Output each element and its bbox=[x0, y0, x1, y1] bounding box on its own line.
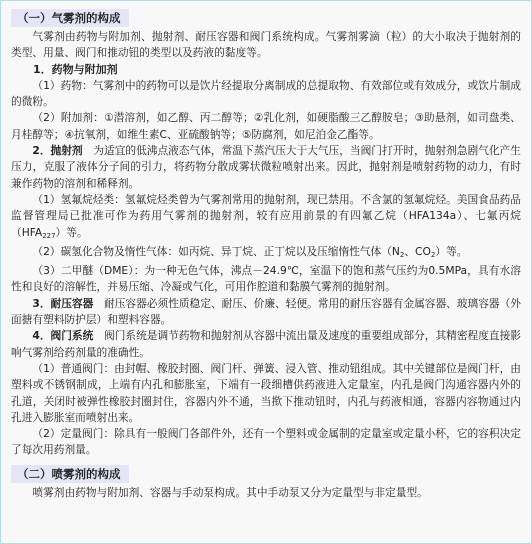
hfa-text-2: ）等。 bbox=[55, 225, 88, 239]
section-heading-spray: （二）喷雾剂的构成 bbox=[11, 465, 129, 483]
hfa-text-1: （1）氢氟烷烃类：氢氟烷烃类曾为气雾剂常用的抛射剂，现已禁用。不含氯的氢氟烷烃。美国食品药品监督管理局已批准可作为药用气雾剂的抛射剂，较有应用前景的有四氟乙烷（HFA134a）、七氟丙烷（HFA bbox=[11, 192, 521, 239]
paragraph-pressure-container bbox=[11, 296, 521, 329]
paragraph-hydrofluoroalkanes bbox=[11, 192, 521, 244]
paragraph-aerosol-composition: 气雾剂由药物与附加剂、抛射剂、耐压容器和阀门系统构成。气雾剂雾滴（粒）的大小取决于抛射剂的类型、用量、阀门和推动钮的类型以及药液的黏度等。 bbox=[11, 30, 521, 60]
hydrocarbon-text-2: 、CO bbox=[404, 244, 431, 258]
paragraph-normal-valve: （1）普通阀门：由封帽、橡胶封圈、阀门杆、弹簧、浸入管、推动钮组成。其中关键部位是阀门杆，由塑料或不锈钢制成，上端有内孔和膨胀室，下端有一段细槽供药液进入定量室，内孔是阀门沟通容器内外的孔道，关闭时被弹性橡胶封圈封住，容器内外不通，当揿下推动钮时，内孔与药液相通，容器内容物通过内孔进入膨胀室而喷射出来。 bbox=[11, 361, 521, 424]
container-text: 耐压容器必须性质稳定、耐压、价廉、轻便。常用的耐压容器有金属容器、玻璃容器（外面搪有塑料防护层）和塑料容器。 bbox=[11, 296, 521, 327]
subheading-drug-and-additives: 1．药物与附加剂 bbox=[33, 62, 118, 76]
n2-subscript: 2 bbox=[399, 250, 405, 259]
paragraph-drug: （1）药物：气雾剂中的药物可以是饮片经提取分离制成的总提取物、有效部位或有效成分，或饮片制成的微粉。 bbox=[11, 78, 521, 109]
propellant-text: 为适宜的低沸点液态气体，常温下蒸汽压大于大气压，当阀门打开时，抛射剂急剧气化产生压力，克服了液体分子间的引力，将药物分散成雾状微粒喷射出来。因此，抛射剂是喷射药物的动力，有时兼作药物的溶剂和稀释剂。 bbox=[11, 144, 521, 190]
paragraph-valve-system bbox=[11, 328, 521, 361]
subheading-propellant: 2．抛射剂 bbox=[32, 144, 83, 158]
hydrocarbon-text-1: （2）碳氢化合物及惰性气体：如丙烷、异丁烷、正丁烷以及压缩惰性气体（N bbox=[32, 244, 400, 258]
subheading-pressure-container: 3．耐压容器 bbox=[32, 296, 94, 310]
hydrocarbon-text-3: ）等。 bbox=[435, 244, 468, 258]
valve-text: 阀门系统是调节药物和抛射剂从容器中流出量及速度的重要组成部分，其精密程度直接影响气雾剂给药剂量的准确性。 bbox=[11, 329, 521, 359]
paragraph-spray-composition: 喷雾剂由药物与附加剂、容器与手动泵构成。其中手动泵又分为定量型与非定量型。 bbox=[32, 485, 428, 499]
hfa-subscript: 227 bbox=[42, 231, 56, 240]
page-content bbox=[11, 7, 521, 501]
subheading-valve-system: 4．阀门系统 bbox=[32, 329, 94, 343]
paragraph-metered-valve: （2）定量阀门：除具有一般阀门各部件外，还有一个塑料或金属制的定量室或定量小杯，它的容积决定了每次用药剂量。 bbox=[11, 427, 521, 457]
co2-subscript: 2 bbox=[430, 250, 436, 259]
paragraph-dimethyl-ether: （3）二甲醚（DME）：为一种无色气体，沸点－24.9℃，室温下的饱和蒸气压约为0.5MPa，具有水溶性和良好的溶解性，并易压缩、冷凝或气化，可用作腔道和黏膜气雾剂的抛射剂。 bbox=[11, 264, 521, 294]
paragraph-additives: （2）附加剂：①潜溶剂，如乙醇、丙二醇等；②乳化剂，如硬脂酸三乙醇胺皂；③助悬剂，如司盘类、月桂醇等；④抗氧剂，如维生素C、亚硫酸钠等；⑤防腐剂，如尼泊金乙酯等。 bbox=[11, 111, 521, 141]
paragraph-propellant bbox=[11, 143, 521, 192]
section-heading-aerosol: （一）气雾剂的构成 bbox=[11, 9, 129, 27]
paragraph-hydrocarbons bbox=[11, 244, 521, 263]
